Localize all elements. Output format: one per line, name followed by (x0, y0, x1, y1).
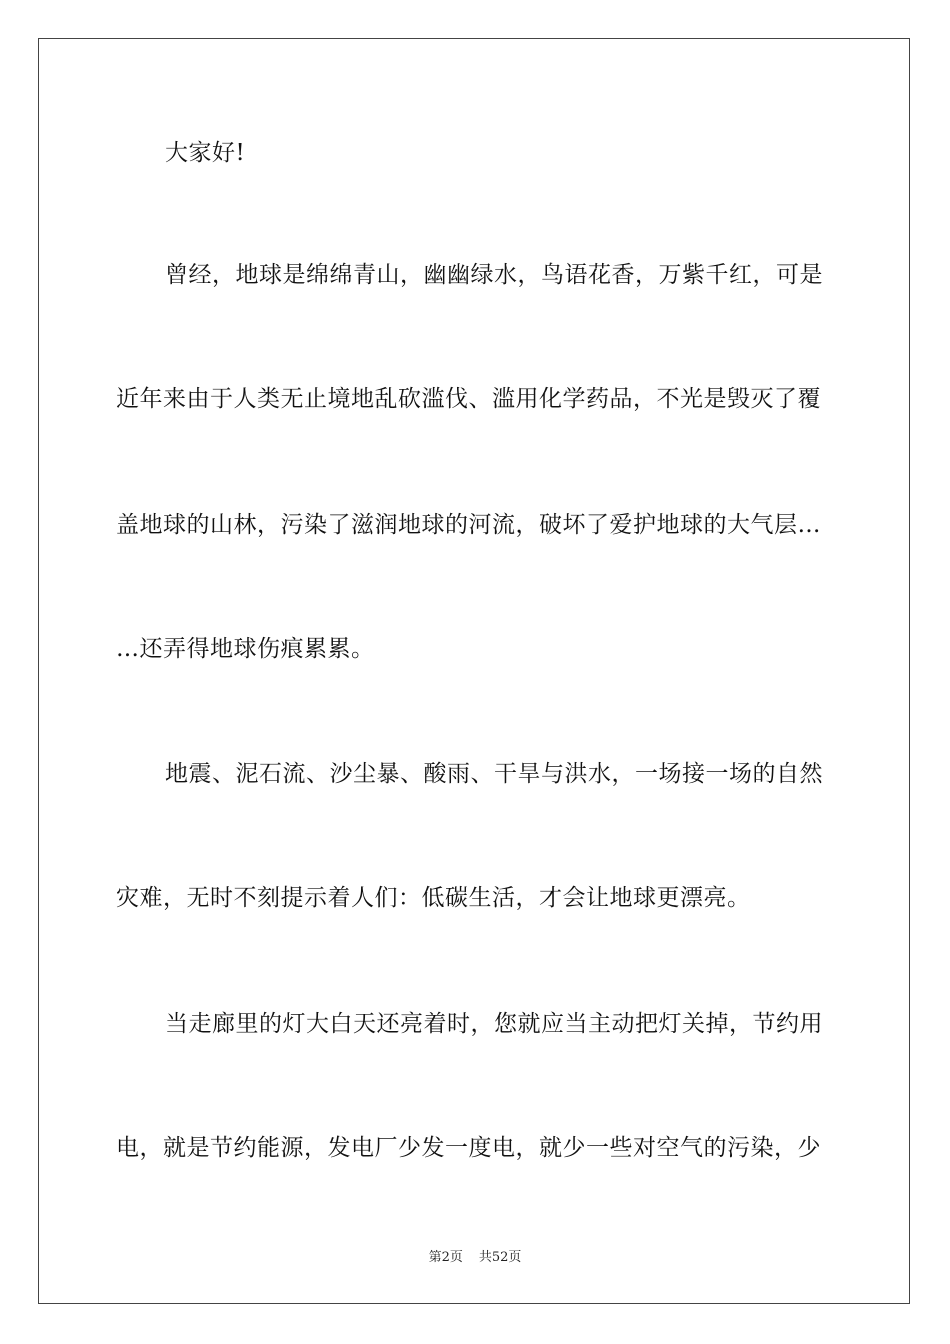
paragraph-line: 电，就是节约能源，发电厂少发一度电，就少一些对空气的污染，少 (116, 1135, 821, 1161)
paragraph-line: 曾经，地球是绵绵青山，幽幽绿水，鸟语花香，万紫千红，可是 (165, 262, 823, 288)
paragraph-line: 近年来由于人类无止境地乱砍滥伐、滥用化学药品，不光是毁灭了覆 (116, 386, 821, 412)
paragraph-line: 地震、泥石流、沙尘暴、酸雨、干旱与洪水，一场接一场的自然 (165, 761, 823, 787)
page-number: 第2页 (428, 1250, 463, 1265)
paragraph-line: 当走廊里的灯大白天还亮着时，您就应当主动把灯关掉，节约用 (165, 1011, 823, 1037)
page-total: 共52页 (478, 1250, 522, 1265)
paragraph-line: 灾难，无时不刻提示着人们：低碳生活，才会让地球更漂亮。 (116, 885, 751, 911)
page-frame (38, 38, 910, 1304)
page-footer (0, 1246, 950, 1265)
paragraph-line: 盖地球的山林，污染了滋润地球的河流，破坏了爱护地球的大气层… (116, 512, 821, 538)
greeting-line: 大家好! (165, 140, 246, 166)
paragraph-line: …还弄得地球伤痕累累。 (116, 636, 375, 662)
